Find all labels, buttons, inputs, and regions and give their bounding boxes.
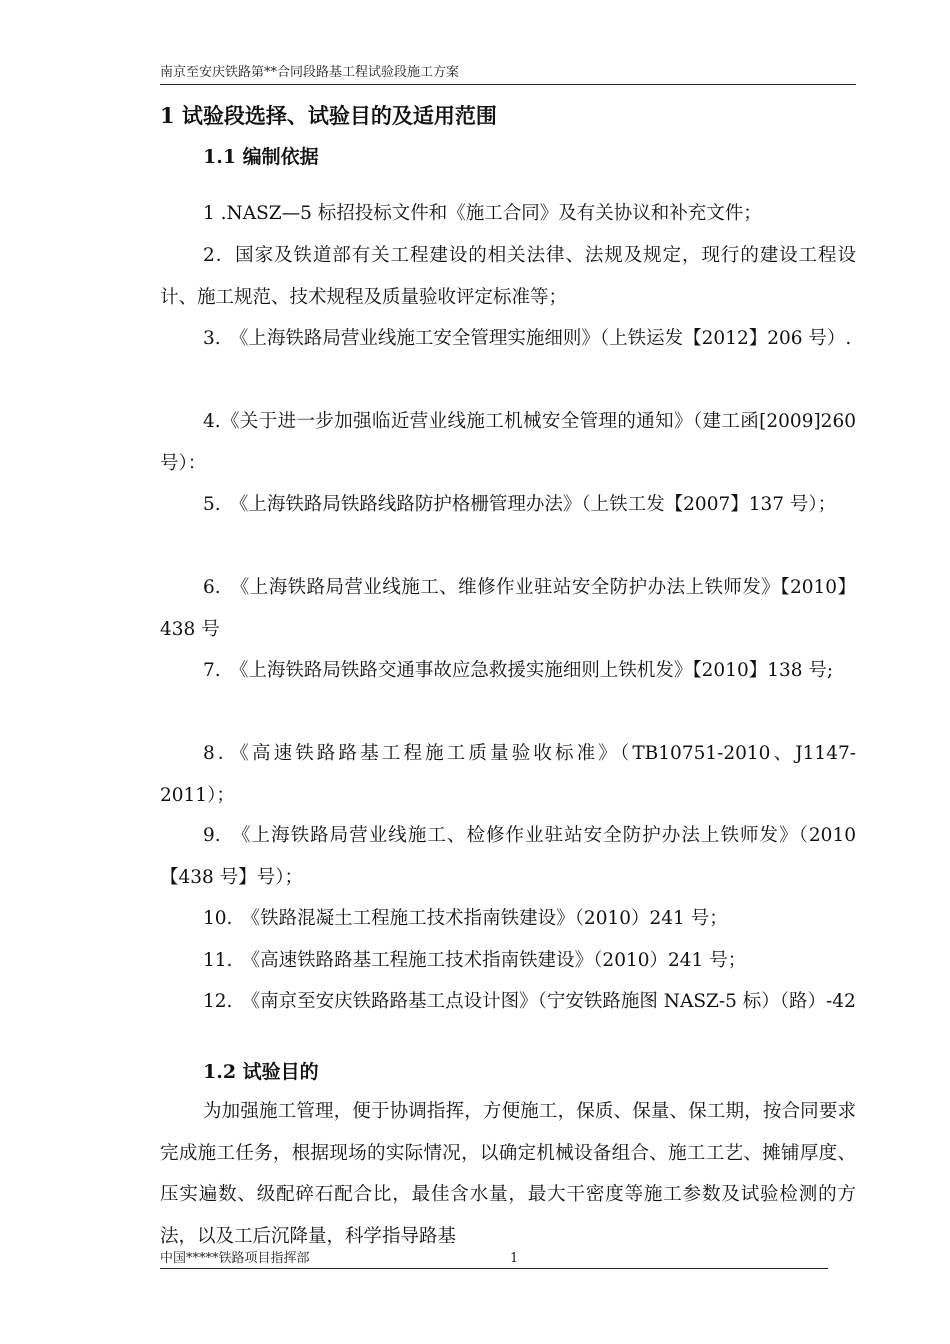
basis-item-10: 10. 《铁路混凝土工程施工技术指南铁建设》（2010）241 号； — [203, 908, 728, 929]
basis-item-6: 6. 《上海铁路局营业线施工、维修作业驻站安全防护办法上铁师发》【2010】438 号 — [160, 577, 856, 640]
basis-item-1: 1 .NASZ—5 标招投标文件和《施工合同》及有关协议和补充文件； — [203, 203, 762, 224]
page-header — [160, 64, 856, 85]
basis-item-9: 9. 《上海铁路局营业线施工、检修作业驻站安全防护办法上铁师发》（2010【438 号】号）； — [160, 825, 856, 888]
section-1-2-title: 1.2 试验目的 — [203, 1061, 319, 1083]
header-text: 南京至安庆铁路第**合同段路基工程试验段施工方案 — [160, 65, 460, 80]
footer-org: 中国*****铁路项目指挥部 — [160, 1251, 310, 1266]
basis-item-2: 2．国家及铁道部有关工程建设的相关法律、法规及规定，现行的建设工程设计、施工规范、技术规程及质量验收评定标准等； — [160, 245, 856, 308]
page-footer — [160, 1250, 828, 1269]
purpose-paragraph: 为加强施工管理，便于协调指挥，方便施工，保质、保量、保工期，按合同要求完成施工任务，根据现场的实际情况，以确定机械设备组合、施工工艺、摊铺厚度、压实遍数、级配碎石配合比，最佳含水量，最大干密度等施工参数及试验检测的方法，以及工后沉降量，科学指导路基 — [160, 1101, 856, 1247]
basis-item-4: 4.《关于进一步加强临近营业线施工机械安全管理的通知》（建工函[2009]260 号）： — [160, 411, 856, 474]
basis-item-5: 5. 《上海铁路局铁路线路防护格栅管理办法》（上铁工发【2007】137 号）； — [203, 494, 837, 515]
page-number: 1 — [510, 1251, 519, 1266]
basis-item-7: 7. 《上海铁路局铁路交通事故应急救援实施细则上铁机发》【2010】138 号; — [203, 660, 834, 681]
section-1-1-title: 1.1 编制依据 — [203, 146, 319, 168]
basis-item-8: 8．《高速铁路路基工程施工质量验收标准》（TB10751-2010、J1147-2011）； — [160, 743, 856, 806]
section-1-title: 1 试验段选择、试验目的及适用范围 — [160, 103, 497, 128]
basis-item-12: 12. 《南京至安庆铁路路基工点设计图》（宁安铁路施图 NASZ-5 标）（路）-42 — [203, 991, 856, 1012]
basis-item-3: 3. 《上海铁路局营业线施工安全管理实施细则》（上铁运发【2012】206 号）. — [203, 328, 852, 349]
basis-item-11: 11. 《高速铁路路基工程施工技术指南铁建设》（2010）241 号； — [203, 950, 747, 971]
